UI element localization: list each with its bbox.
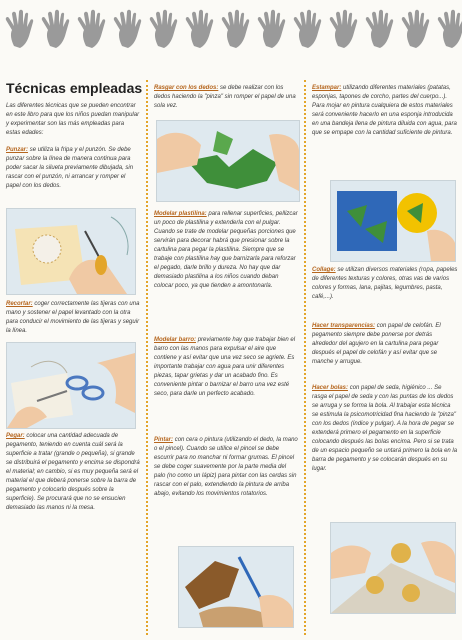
estampar-text: utilizando diferentes materiales (patatas, esponjas, tapones de corcho, partes del cuerpo...). Para mojar en pintura cualquiera de estos materiales será conveniente hacerlo en una esponja introducida en una bandeja llena de pintura diluida con agua, para que se empape con la cantidad suficiente de pintura. <box>312 85 457 136</box>
recortar-paragraph <box>6 300 140 336</box>
estampar-heading: Estampar: <box>312 85 342 91</box>
transparencias-heading: Hacer transparencias: <box>312 323 376 329</box>
pegar-paragraph <box>6 432 140 513</box>
estampar-illustration <box>330 180 456 262</box>
transparencias-text: con papel de celofán. El pegamento siempre debe ponerse por detrás alrededor del agujero en la cartulina para pegar después el papel de celofán y así evitar que se manche y arrugue. <box>312 323 441 365</box>
pegar-heading: Pegar: <box>6 433 25 439</box>
pintar-heading: Pintar: <box>154 437 174 443</box>
punzar-heading: Punzar: <box>6 147 29 153</box>
barro-paragraph <box>154 336 298 399</box>
rasgar-heading: Rasgar con los dedos: <box>154 85 219 91</box>
punzar-text: se utiliza la fripa y el punzón. Se debe punzar sobre la línea de manera continua para poder sacar la silueta previamente dibujada, sin rascar con el punzón, ni arrancar y romper el papel con los dedos. <box>6 147 134 189</box>
rasgar-illustration <box>156 120 300 202</box>
recortar-heading: Recortar: <box>6 301 33 307</box>
pintar-illustration <box>178 546 294 628</box>
bolas-illustration <box>330 522 456 614</box>
recortar-illustration <box>6 342 136 429</box>
punzar-paragraph <box>6 146 140 191</box>
pegar-text: colocar una cantidad adecuada de pegamento, teniendo en cuenta cuál será la superficie a tratar (grande o pequeña), si grande se distribuirá el pegamento y encima se dispondrá el material; en cambio, si es muy pequeña será el material el que deberá ponerse sobre la barra de pegamento y colocarlo después sobre la superficie). Se procurará que no se ensucien demasiado las manos ni la mesa. <box>6 433 140 511</box>
collage-paragraph <box>312 266 458 302</box>
column-divider <box>146 80 148 635</box>
barro-text: previamente hay que trabajar bien el barro con las manos para expulsar el aire que contiene y así evitar que una vez seco se agriete. Es importante trabajar con agua para unir diferentes piezas, tapar grietas y dar un acabado fino. Es conveniente pintar o barnizar el barro una vez esté seco, para darle un perfecto acabado. <box>154 337 296 397</box>
hands-border <box>0 6 462 52</box>
recortar-text: coger correctamente las tijeras con una mano y sostener el papel levantado con la otra para conducir el movimiento de las tijeras y seguir la línea. <box>6 301 140 334</box>
modelar-heading: Modelar plastilina: <box>154 211 207 217</box>
column-divider <box>304 80 306 635</box>
bolas-heading: Hacer bolas: <box>312 385 349 391</box>
page-title: Técnicas empleadas <box>6 80 143 96</box>
bolas-text: con papel de seda, higiénico ... Se rasga el papel de seda y con las puntas de los dedos se arruga y se forma la bola. Al trabajar esta técnica se estimula la psicomotricidad fina haciendo la "pinza" con los dedos (índice y pulgar). A la hora de pegar se extenderá primero el pegamento en la superficie colocando después las bolas encima. Pero si se trata de un espacio pequeño se untará primero la bola en la barra de pegamento y se colocarán después en su lugar. <box>312 385 458 472</box>
barro-heading: Modelar barro: <box>154 337 197 343</box>
modelar-text: para rellenar superficies, pellizcar un poco de plastilina y extenderla con el pulgar. Cuando se trate de modelar pequeñas porciones que servirán para decorar habrá que presionar sobre la cartulina para pegar la plastilina. Siempre que se trabaje con plastilina hay que barnizarla para reforzar el pegado, darle brillo y dureza. No hay que dar demasiado plastilina a los niños cuando deban colocar poco, ya que tienden a amontonarla. <box>154 211 298 289</box>
collage-text: se utilizan diversos materiales (ropa, papeles de diferentes texturas y colores, otras vas de varios colores y formas, lana, pajitas, legumbres, pasta, café,...). <box>312 267 458 300</box>
intro-paragraph: Las diferentes técnicas que se pueden encontrar en este libro para que los niños puedan manipular y experimentar son las más empleadas para estas edades: <box>6 103 140 136</box>
pintar-paragraph <box>154 436 298 499</box>
punzar-illustration <box>6 208 136 295</box>
pintar-text: con cera o pintura (utilizando el dedo, la mano o el pincel). Cuando se utilice el pincel se debe escurrir para no manchar ni formar grumas. El pincel se debe coger suavemente por la parte media del palo (no como un lápiz) para pintar con las cerdas sin rascar con el palo, extendiendo la pintura de arriba abajo, evitando los movimientos rotatorios. <box>154 437 298 497</box>
collage-heading: Collage: <box>312 267 336 273</box>
bolas-paragraph <box>312 384 458 474</box>
rasgar-paragraph <box>154 84 298 111</box>
transparencias-paragraph <box>312 322 458 367</box>
estampar-paragraph <box>312 84 458 138</box>
rasgar-text: se debe realizar con los dedos haciendo la "pinza" sin romper el papel de una sola vez. <box>154 85 296 109</box>
modelar-paragraph <box>154 210 298 291</box>
